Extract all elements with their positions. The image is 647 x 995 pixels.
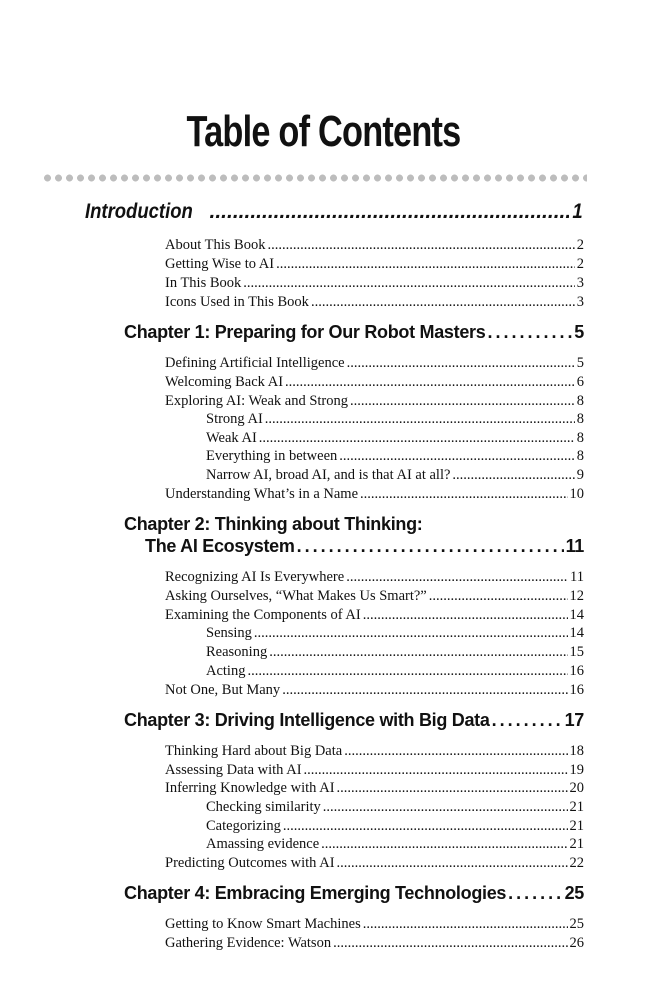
- toc-chapter-title: Chapter 4: Embracing Emerging Technologies: [124, 883, 507, 903]
- toc-chapter-page: 11: [565, 536, 584, 556]
- toc-subentry[interactable]: [206, 411, 584, 428]
- toc-chapter-title: The AI Ecosystem: [145, 536, 295, 556]
- toc-entry-page: 2: [576, 237, 584, 253]
- toc-entry-page: 10: [569, 486, 584, 502]
- leader-dots: [363, 916, 568, 933]
- toc-entry-title: About This Book: [165, 237, 266, 253]
- leader-dots: [346, 569, 568, 586]
- toc-entry-page: 14: [569, 625, 584, 641]
- toc-entry-title: Weak AI: [206, 430, 257, 446]
- toc-entry-title: Icons Used in This Book: [165, 294, 309, 310]
- leader-dots: [508, 883, 562, 904]
- toc-entry-page: 16: [569, 663, 584, 679]
- toc-entry[interactable]: [165, 393, 584, 410]
- toc-intro-page: 1: [572, 200, 583, 223]
- toc-chapter-2-title-line1[interactable]: Chapter 2: Thinking about Thinking:: [124, 514, 423, 534]
- leader-dots: [297, 536, 564, 557]
- toc-entry[interactable]: [165, 935, 584, 952]
- leader-dots: [283, 818, 568, 835]
- toc-entry-title: Asking Ourselves, “What Makes Us Smart?”: [165, 588, 427, 604]
- toc-entry[interactable]: [165, 588, 584, 605]
- toc-subentry[interactable]: [206, 836, 584, 853]
- toc-entry-page: 12: [569, 588, 584, 604]
- toc-entry-title: Not One, But Many: [165, 682, 281, 698]
- leader-dots: [259, 430, 575, 447]
- toc-subentry[interactable]: [206, 448, 584, 465]
- toc-entry-page: 9: [576, 467, 584, 483]
- toc-entry-title: Assessing Data with AI: [165, 762, 302, 778]
- leader-dots: [243, 275, 574, 292]
- toc-entry[interactable]: [165, 607, 584, 624]
- toc-entry[interactable]: [165, 355, 584, 372]
- toc-entry-page: 8: [576, 393, 584, 409]
- toc-entry[interactable]: [165, 569, 584, 586]
- leader-dots: [347, 355, 575, 372]
- leader-dots: [269, 644, 567, 661]
- leader-dots: [254, 625, 568, 642]
- toc-subentry[interactable]: [206, 467, 584, 484]
- leader-dots: [265, 411, 575, 428]
- toc-chapter-page: 5: [574, 322, 584, 342]
- leader-dots: [323, 799, 568, 816]
- toc-subentry[interactable]: [206, 430, 584, 447]
- toc-entry[interactable]: [165, 780, 584, 797]
- toc-chapter-1[interactable]: [124, 322, 584, 343]
- toc-entry[interactable]: [165, 743, 584, 760]
- toc-entry-page: 14: [569, 607, 584, 623]
- toc-entry-page: 25: [569, 916, 584, 932]
- leader-dots: [363, 607, 568, 624]
- leader-dots: [311, 294, 575, 311]
- toc-entry[interactable]: [165, 682, 584, 699]
- toc-chapter-page: 25: [564, 883, 584, 903]
- toc-entry[interactable]: [165, 294, 584, 311]
- toc-entry-title: Predicting Outcomes with AI: [165, 855, 335, 871]
- toc-entry-title: Inferring Knowledge with AI: [165, 780, 335, 796]
- toc-entry-title: Examining the Components of AI: [165, 607, 361, 623]
- toc-entry-title: In This Book: [165, 275, 242, 291]
- toc-entry-title: Gathering Evidence: Watson: [165, 935, 332, 951]
- toc-entry-title: Defining Artificial Intelligence: [165, 355, 345, 371]
- toc-entry-page: 2: [576, 256, 584, 272]
- leader-dots: [360, 486, 567, 503]
- toc-chapter-title: Chapter 1: Preparing for Our Robot Masters: [124, 322, 486, 342]
- leader-dots: [304, 762, 568, 779]
- toc-entry-page: 21: [569, 799, 584, 815]
- toc-entry-page: 20: [569, 780, 584, 796]
- toc-entry-page: 21: [569, 836, 584, 852]
- toc-entry-page: 8: [576, 430, 584, 446]
- leader-dots: [339, 448, 574, 465]
- toc-entry-page: 21: [569, 818, 584, 834]
- leader-dots: [492, 710, 563, 731]
- toc-entry-page: 19: [569, 762, 584, 778]
- leader-dots: [267, 237, 574, 254]
- toc-entry-page: 18: [569, 743, 584, 759]
- toc-entry[interactable]: [165, 762, 584, 779]
- toc-entry-title: Getting Wise to AI: [165, 256, 275, 272]
- toc-entry-page: 8: [576, 448, 584, 464]
- toc-entry-page: 22: [569, 855, 584, 871]
- toc-intro[interactable]: [85, 200, 583, 224]
- toc-entry-title: Strong AI: [206, 411, 263, 427]
- leader-dots: [337, 855, 568, 872]
- toc-chapter-4[interactable]: [124, 883, 584, 904]
- toc-entry-title: Reasoning: [206, 644, 268, 660]
- toc-entry-title: Exploring AI: Weak and Strong: [165, 393, 349, 409]
- toc-entry[interactable]: [165, 486, 584, 503]
- leader-dots: [344, 743, 567, 760]
- toc-entry-title: Checking similarity: [206, 799, 321, 815]
- toc-entry-title: Categorizing: [206, 818, 281, 834]
- toc-entry-title: Acting: [206, 663, 246, 679]
- toc-entry[interactable]: [165, 916, 584, 933]
- toc-entry-title: Thinking Hard about Big Data: [165, 743, 343, 759]
- toc-entry[interactable]: [165, 374, 584, 391]
- toc-entry-title: Recognizing AI Is Everywhere: [165, 569, 345, 585]
- toc-chapter-3[interactable]: [124, 710, 584, 731]
- leader-dots: [337, 780, 568, 797]
- toc-entry[interactable]: [165, 237, 584, 254]
- toc-subentry[interactable]: [206, 799, 584, 816]
- leader-dots: [276, 256, 575, 273]
- leader-dots: [429, 588, 568, 605]
- toc-entry-title: Understanding What’s in a Name: [165, 486, 359, 502]
- toc-chapter-page: 17: [564, 710, 584, 730]
- leader-dots: [285, 374, 575, 391]
- toc-entry-page: 11: [570, 569, 584, 585]
- toc-entry-page: 3: [576, 294, 584, 310]
- toc-entry[interactable]: [165, 275, 584, 292]
- page-title: Table of Contents: [186, 107, 461, 156]
- leader-dots: [350, 393, 575, 410]
- toc-subentry[interactable]: [206, 663, 584, 680]
- toc-entry-page: 6: [576, 374, 584, 390]
- toc-subentry[interactable]: [206, 818, 584, 835]
- toc-entry-title: Sensing: [206, 625, 252, 641]
- leader-dots: [209, 200, 569, 224]
- toc-subentry[interactable]: [206, 644, 584, 661]
- toc-subentry[interactable]: [206, 625, 584, 642]
- leader-dots: [333, 935, 567, 952]
- toc-entry[interactable]: [165, 855, 584, 872]
- leader-dots: [282, 682, 567, 699]
- toc-entry-title: Amassing evidence: [206, 836, 320, 852]
- toc-entry-title: Everything in between: [206, 448, 338, 464]
- toc-entry-title: Getting to Know Smart Machines: [165, 916, 361, 932]
- toc-entry-title: Welcoming Back AI: [165, 374, 284, 390]
- toc-entry-page: 15: [569, 644, 584, 660]
- leader-dots: [247, 663, 567, 680]
- toc-entry-page: 5: [576, 355, 584, 371]
- toc-entry[interactable]: [165, 256, 584, 273]
- toc-intro-title: Introduction: [85, 200, 193, 223]
- toc-entry-page: 16: [569, 682, 584, 698]
- toc-entry-page: 26: [569, 935, 584, 951]
- toc-entry-page: 3: [576, 275, 584, 291]
- toc-chapter-2[interactable]: [145, 536, 584, 557]
- toc-chapter-title: Chapter 3: Driving Intelligence with Big Data: [124, 710, 490, 730]
- leader-dots: [321, 836, 567, 853]
- toc-entry-title: Narrow AI, broad AI, and is that AI at all?: [206, 467, 451, 483]
- leader-dots: [487, 322, 572, 343]
- leader-dots: [452, 467, 574, 484]
- toc-entry-page: 8: [576, 411, 584, 427]
